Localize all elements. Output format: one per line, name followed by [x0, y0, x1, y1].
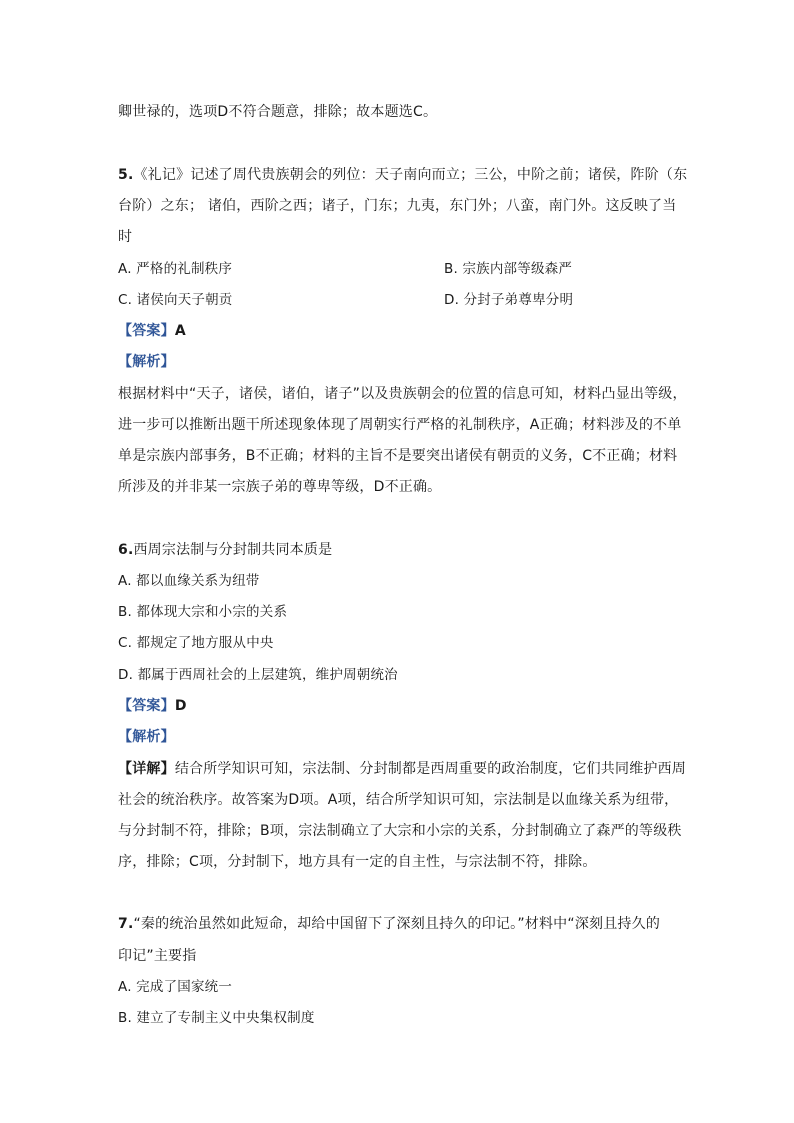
q6-stem — [118, 540, 332, 560]
q6-option-c: C. 都规定了地方服从中央 — [118, 635, 274, 651]
q6-analysis-text-1: 结合所学知识可知，宗法制、分封制都是西周重要的政治制度，它们共同维护西周 — [174, 761, 687, 777]
q7-number: 7. — [118, 916, 134, 932]
q6-analysis-tag — [118, 727, 175, 747]
q6-option-a: A. 都以血缘关系为纽带 — [118, 573, 260, 589]
q5-stem-line-2: 台阶）之东； 诸伯，西阶之西；诸子，门东；九夷，东门外；八蛮，南门外。这反映了当 — [118, 198, 677, 214]
q5-answer: A — [174, 323, 186, 339]
q5-analysis-line-1: 根据材料中“天子，诸侯，诸伯，诸子”以及贵族朝会的位置的信息可知，材料凸显出等级， — [118, 386, 687, 402]
q5-analysis-line-2: 进一步可以推断出题干所述现象体现了周朝实行严格的礼制秩序，A正确；材料涉及的不单 — [118, 417, 682, 433]
q6-answer-tag: 【答案】 — [118, 698, 175, 714]
q5-analysis-tag — [118, 352, 175, 372]
q5-option-b: B. 宗族内部等级森严 — [444, 261, 573, 277]
q6-analysis-line-2: 社会的统治秩序。故答案为D项。A项，结合所学知识可知，宗法制是以血缘关系为纽带， — [118, 792, 679, 808]
q6-option-d: D. 都属于西周社会的上层建筑，维护周朝统治 — [118, 667, 398, 683]
q6-detail-tag: 【详解】 — [118, 761, 175, 777]
q5-analysis-tag-text: 【解析】 — [118, 354, 175, 370]
q6-analysis-tag-text: 【解析】 — [118, 729, 175, 745]
q6-analysis-line-1 — [118, 759, 686, 779]
q6-number: 6. — [118, 542, 134, 558]
q5-analysis-line-3: 单是宗族内部事务，B不正确；材料的主旨不是要突出诸侯有朝贡的义务，C不正确；材料 — [118, 448, 678, 464]
q6-analysis-line-4: 序，排除；C项，分封制下，地方具有一定的自主性，与宗法制不符，排除。 — [118, 854, 597, 870]
q5-stem-line-1 — [118, 165, 687, 185]
q5-answer-line — [118, 321, 186, 341]
intro-line: 卿世禄的，选项D不符合题意，排除；故本题选C。 — [118, 104, 438, 120]
q6-analysis-line-3: 与分封制不符，排除；B项，宗法制确立了大宗和小宗的关系，分封制确立了森严的等级秩 — [118, 823, 682, 839]
q5-option-c: C. 诸侯向天子朝贡 — [118, 292, 233, 308]
q5-stem-text-1: 《礼记》记述了周代贵族朝会的列位：天子南向而立；三公，中阶之前；诸侯，阼阶（东 — [133, 167, 688, 183]
q7-stem-line-2: 印记”主要指 — [118, 948, 197, 964]
q6-option-b: B. 都体现大宗和小宗的关系 — [118, 604, 288, 620]
q5-stem-line-3: 时 — [118, 229, 133, 245]
q5-analysis-line-4: 所涉及的并非某一宗族子弟的尊卑等级，D不正确。 — [118, 479, 442, 495]
q7-option-b: B. 建立了专制主义中央集权制度 — [118, 1010, 315, 1026]
q7-option-a: A. 完成了国家统一 — [118, 979, 233, 995]
q6-answer-line — [118, 696, 187, 716]
q5-answer-tag: 【答案】 — [118, 323, 175, 339]
q7-stem-text-1: “秦的统治虽然如此短命，却给中国留下了深刻且持久的印记。”材料中“深刻且持久的 — [133, 916, 661, 932]
q5-option-d: D. 分封子弟尊卑分明 — [444, 292, 574, 308]
q6-answer: D — [174, 698, 187, 714]
q6-stem-text: 西周宗法制与分封制共同本质是 — [133, 542, 333, 558]
q5-number: 5. — [118, 167, 134, 183]
q5-option-a: A. 严格的礼制秩序 — [118, 261, 233, 277]
q7-stem-line-1 — [118, 914, 660, 934]
